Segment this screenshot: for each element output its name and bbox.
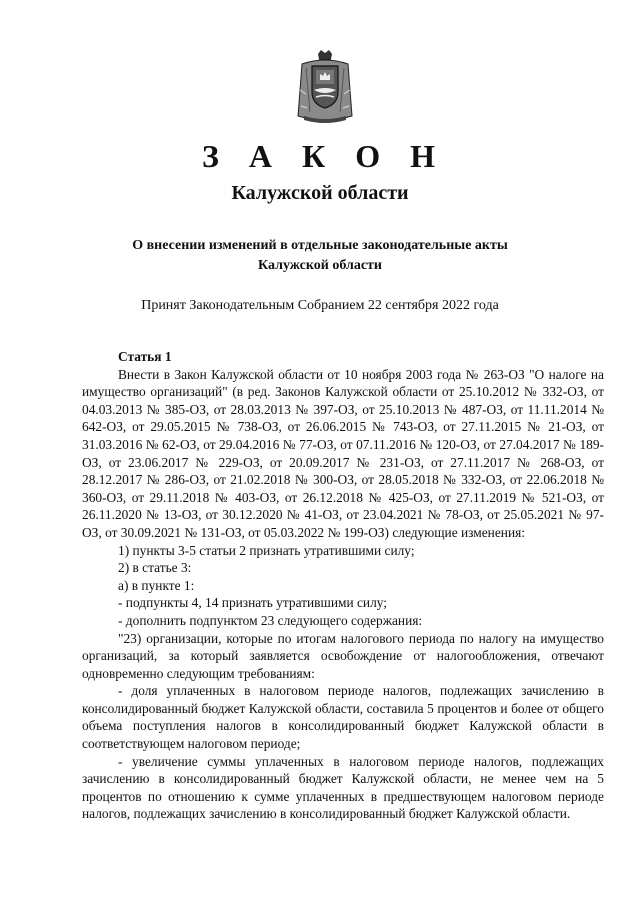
list-item: - дополнить подпунктом 23 следующего содержания: (118, 612, 423, 628)
heading-line: О внесении изменений в отдельные законодательные акты (132, 238, 508, 253)
list-item: а) в пункте 1: (118, 577, 195, 593)
condition-paragraph: - увеличение суммы уплаченных в налоговом периоде налогов, подлежащих зачислению в консолидированный бюджет Калужской области, не менее чем на 5 процентов по отношению к сумме уплаченных в предшествующем налоговом периоде налогов, подлежащих зачислению в консолидированный бюджет Калужской области. (82, 753, 604, 822)
intro-paragraph: Внести в Закон Калужской области от 10 ноября 2003 года № 263-ОЗ "О налоге на имущество организаций" (в ред. Законов Калужской области от 25.10.2012 № 332-ОЗ, от 04.03.2013 № 385-ОЗ, от 28.03.2013 № 397-ОЗ, от 25.10.2013 № 487-ОЗ, от 11.11.2014 № 642-ОЗ, от 29.05.2015 № 738-ОЗ, от 26.06.2015 № 743-ОЗ, от 27.11.2015 № 21-ОЗ, от 31.03.2016 № 62-ОЗ, от 29.04.2016 № 77-ОЗ, от 07.11.2016 № 120-ОЗ, от 27.04.2017 № 189-ОЗ, от 23.06.2017 № 229-ОЗ, от 20.09.2017 № 231-ОЗ, от 27.11.2017 № 268-ОЗ, от 28.12.2017 № 286-ОЗ, от 21.02.2018 № 300-ОЗ, от 28.05.2018 № 332-ОЗ, от 22.06.2018 № 360-ОЗ, от 29.11.2018 № 403-ОЗ, от 26.12.2018 № 425-ОЗ, от 27.11.2019 № 521-ОЗ, от 26.11.2020 № 13-ОЗ, от 30.12.2020 № 41-ОЗ, от 23.04.2021 № 78-ОЗ, от 25.05.2021 № 97-ОЗ, от 30.09.2021 № 131-ОЗ, от 05.03.2022 № 199-ОЗ) следующие изменения: (82, 366, 604, 540)
list-item: - подпункты 4, 14 признать утратившими силу; (118, 595, 388, 611)
list-item: 1) пункты 3-5 статьи 2 признать утратившими силу; (118, 542, 415, 558)
condition-paragraph: - доля уплаченных в налоговом периоде налогов, подлежащих зачислению в консолидированный бюджет Калужской области, составила 5 процентов и более от общего объема поступления налогов в консолидированный бюджет Калужской области в соответствующем налоговом периоде; (82, 683, 604, 752)
heading-line: Калужской области (258, 258, 382, 273)
document-title: З А К О Н (202, 138, 446, 174)
article-title: Статья 1 (118, 349, 172, 364)
list-item: 2) в статье 3: (118, 560, 192, 576)
document-heading (0, 236, 640, 276)
adoption-line: Принят Законодательным Собранием 22 сентября 2022 года (141, 298, 499, 313)
document-subtitle: Калужской области (231, 182, 409, 204)
coat-of-arms-icon (296, 50, 354, 124)
document-body (82, 348, 604, 823)
quote-paragraph: "23) организации, которые по итогам налогового периода по налогу на имущество организаций, за который заявляется освобождение от налогообложения, отвечают одновременно следующим требованиям: (82, 630, 604, 681)
